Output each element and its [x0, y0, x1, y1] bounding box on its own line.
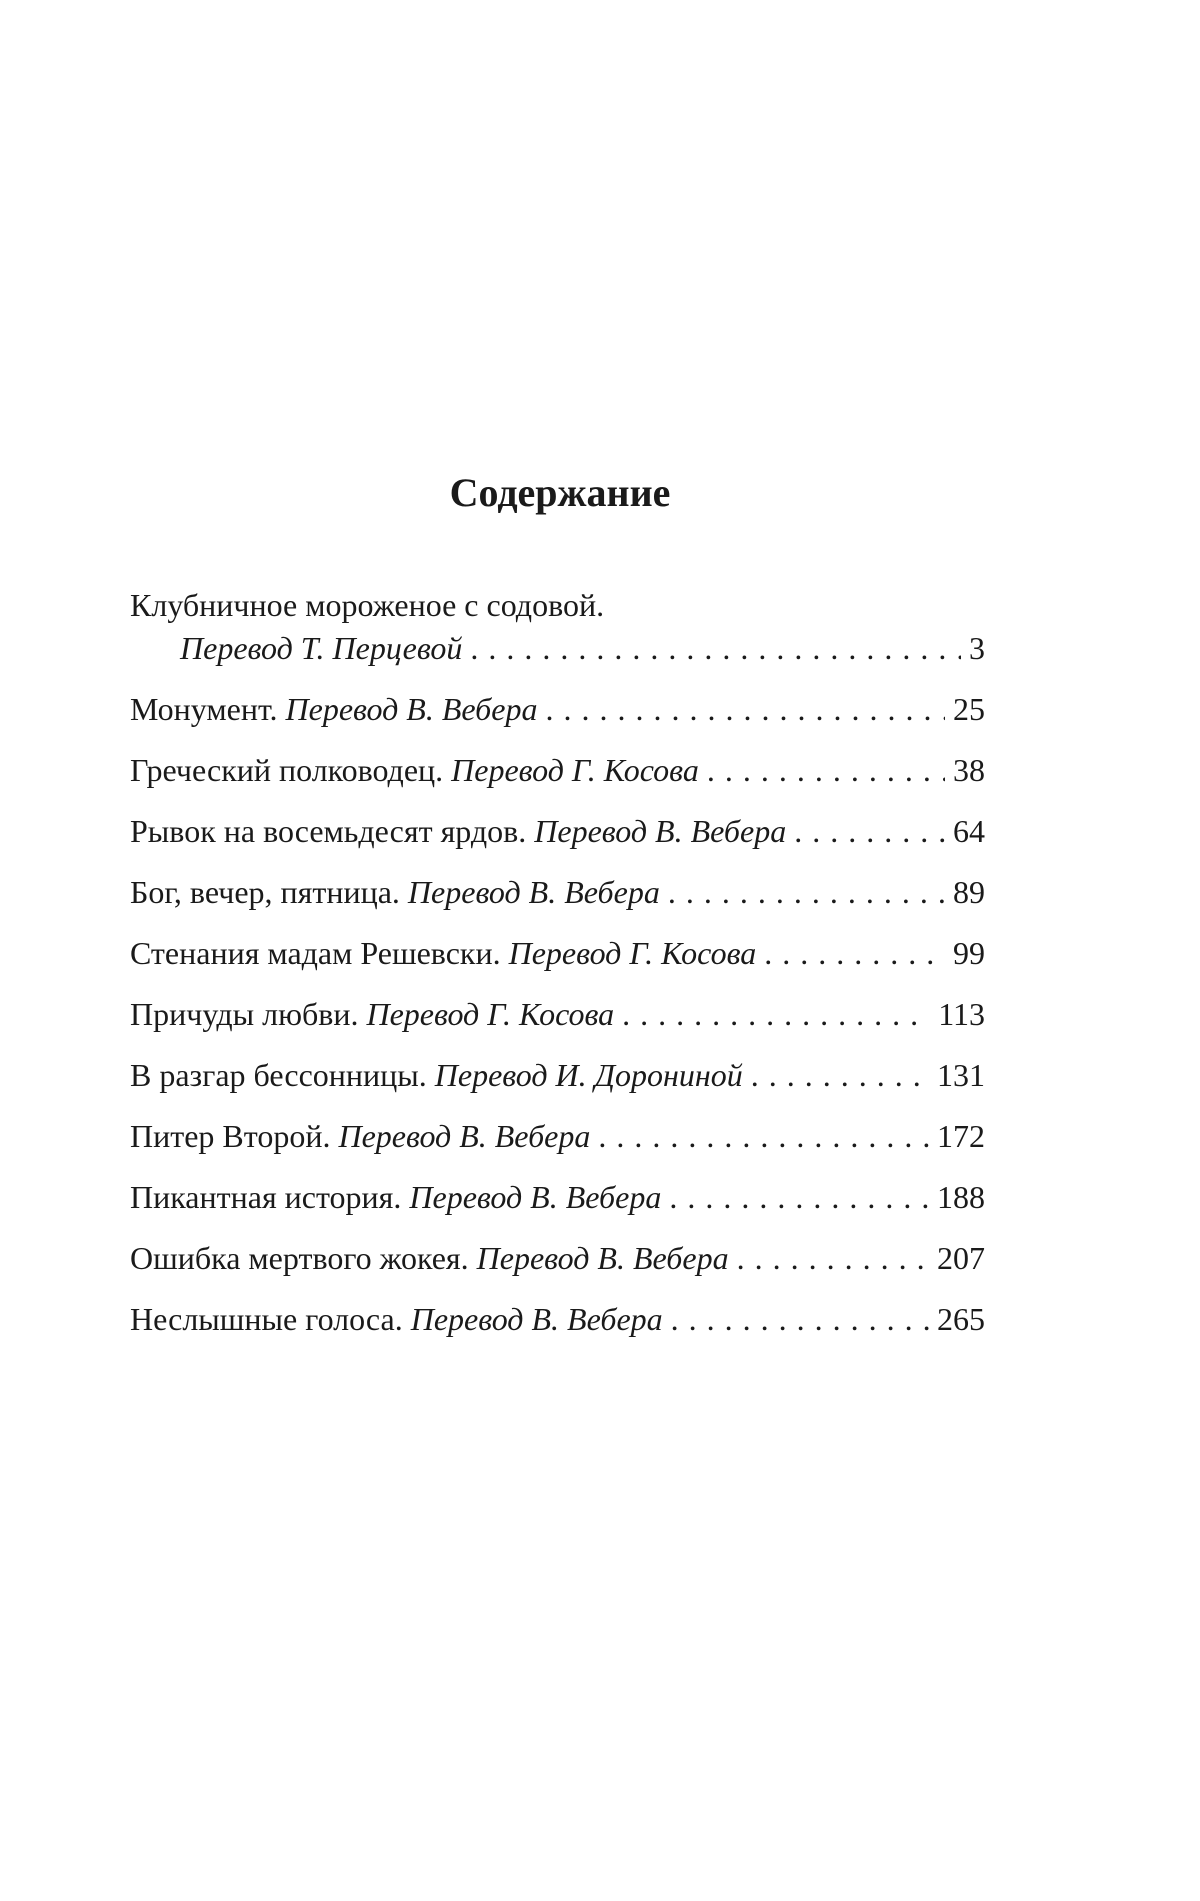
toc-entry-translator: Перевод Т. Перцевой: [180, 630, 463, 666]
toc-entry-page: 188: [937, 1179, 985, 1215]
toc-entry-translator: Перевод В. Вебера: [338, 1118, 591, 1154]
toc-entry-title: Ошибка мертвого жокея.: [130, 1240, 469, 1276]
toc-entry: [130, 1301, 985, 1362]
toc-entry-translator: Перевод Г. Косова: [366, 996, 615, 1032]
toc-entry-title: Стенания мадам Решевски.: [130, 935, 501, 971]
toc-entry-translator: Перевод И. Дорониной: [434, 1057, 743, 1093]
toc-entry: [130, 752, 985, 813]
dot-leader: [794, 813, 945, 850]
toc-entry: [130, 813, 985, 874]
toc-entry-title: В разгар бессонницы.: [130, 1057, 427, 1093]
toc-entry-page: 64: [953, 813, 985, 849]
dot-leader: [545, 691, 945, 728]
toc-entry-title: Рывок на восемьдесят ярдов.: [130, 813, 527, 849]
toc-entry: [130, 1118, 985, 1179]
toc-entry-translator: Перевод В. Вебера: [476, 1240, 729, 1276]
toc-entry-page: 207: [937, 1240, 985, 1276]
toc-entry: [130, 874, 985, 935]
dot-leader: [669, 1179, 929, 1216]
dot-leader: [671, 1301, 929, 1338]
dot-leader: [668, 874, 945, 911]
toc-entry-translator: Перевод В. Вебера: [409, 1179, 662, 1215]
toc-entry-page: 3: [969, 630, 985, 666]
toc-entry: [130, 1179, 985, 1240]
toc-entry-title: Причуды любви.: [130, 996, 359, 1032]
dot-leader: [598, 1118, 929, 1155]
toc-entry-translator: Перевод Г. Косова: [451, 752, 699, 788]
toc-entry: [130, 996, 985, 1057]
toc-entry-title: Пикантная история.: [130, 1179, 402, 1215]
toc-entry-title: Греческий полководец.: [130, 752, 444, 788]
toc-entry: [130, 1057, 985, 1118]
page-title: Содержание: [449, 470, 671, 515]
toc-entry: [130, 580, 985, 691]
dot-leader: [737, 1240, 929, 1277]
toc-list: [130, 580, 985, 1362]
toc-entry: [130, 935, 985, 996]
dot-leader: [764, 935, 945, 972]
dot-leader: [707, 752, 945, 789]
toc-entry-title: Неслышные голоса.: [130, 1301, 403, 1337]
dot-leader: [470, 630, 961, 667]
toc-entry-title: Бог, вечер, пятница.: [130, 874, 400, 910]
toc-entry-page: 113: [938, 996, 985, 1032]
toc-entry-page: 131: [937, 1057, 985, 1093]
toc-entry-title: Монумент.: [130, 691, 278, 727]
toc-entry-translator: Перевод В. Вебера: [410, 1301, 663, 1337]
toc-entry: [130, 691, 985, 752]
toc-entry-page: 38: [953, 752, 985, 788]
toc-entry-page: 172: [937, 1118, 985, 1154]
toc-entry-translator: Перевод В. Вебера: [534, 813, 787, 849]
toc-entry-title: Питер Второй.: [130, 1118, 331, 1154]
toc-entry-page: 265: [937, 1301, 985, 1337]
dot-leader: [751, 1057, 929, 1094]
toc-entry: [130, 1240, 985, 1301]
toc-entry-translator: Перевод Г. Косова: [508, 935, 757, 971]
toc-entry-page: 25: [953, 691, 985, 727]
toc-entry-page: 99: [953, 935, 985, 971]
toc-entry-translator: Перевод В. Вебера: [285, 691, 538, 727]
dot-leader: [622, 996, 930, 1033]
toc-entry-page: 89: [953, 874, 985, 910]
toc-entry-translator: Перевод В. Вебера: [407, 874, 660, 910]
toc-entry-title: Клубничное мороженое с содовой.: [130, 587, 605, 623]
